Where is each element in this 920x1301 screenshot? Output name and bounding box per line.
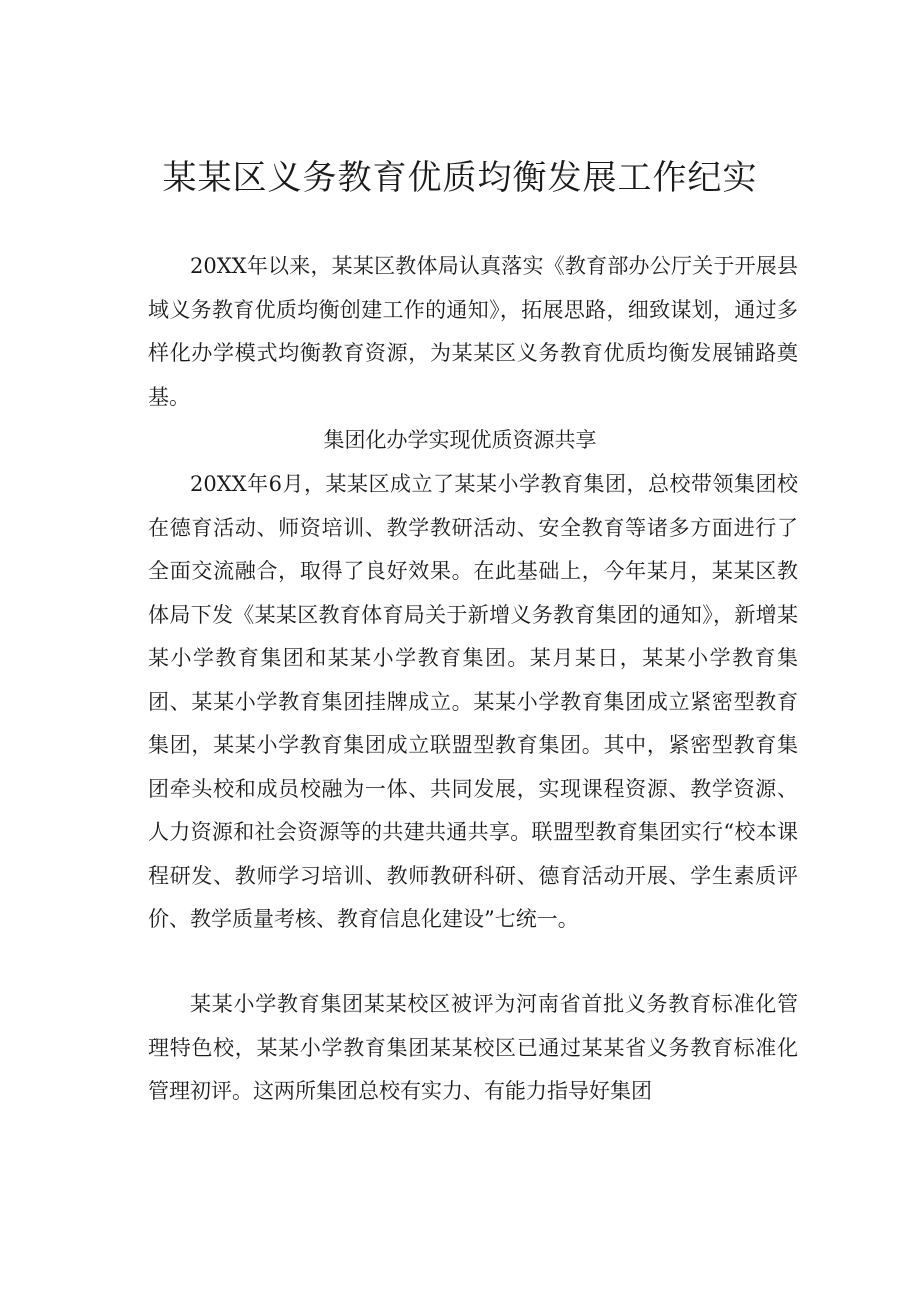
section-paragraph-1: 20XX年6月，某某区成立了某某小学教育集团，总校带领集团校在德育活动、师资培训、教学教研活动、安全教育等诸多方面进行了全面交流融合，取得了良好效果。在此基础上，今年某月，某某区教体局下发《某某区教育体育局关于新增义务教育集团的通知》，新增某某小学教育集团和某某小学教育集团。某月某日，某某小学教育集团、某某小学教育集团挂牌成立。某某小学教育集团成立紧密型教育集团，某某小学教育集团成立联盟型教育集团。其中，紧密型教育集团牵头校和成员校融为一体、共同发展，实现课程资源、教学资源、人力资源和社会资源等的共建共通共享。联盟型教育集团实行“校本课程研发、教师学习培训、教师教研科研、德育活动开展、学生素质评价、教学质量考核、教育信息化建设”七统一。 [148, 472, 798, 931]
document-title: 某某区义务教育优质均衡发展工作纪实 [162, 158, 758, 198]
intro-paragraph: 20XX年以来，某某区教体局认真落实《教育部办公厅关于开展县域义务教育优质均衡创建工作的通知》，拓展思路，细致谋划，通过多样化办学模式均衡教育资源，为某某区义务教育优质均衡发展铺路奠基。 [148, 254, 798, 409]
section-paragraph-2: 某某小学教育集团某某校区被评为河南省首批义务教育标准化管理特色校，某某小学教育集团某某校区已通过某某省义务教育标准化管理初评。这两所集团总校有实力、有能力指导好集团 [148, 992, 798, 1103]
section-heading: 集团化办学实现优质资源共享 [323, 428, 597, 452]
